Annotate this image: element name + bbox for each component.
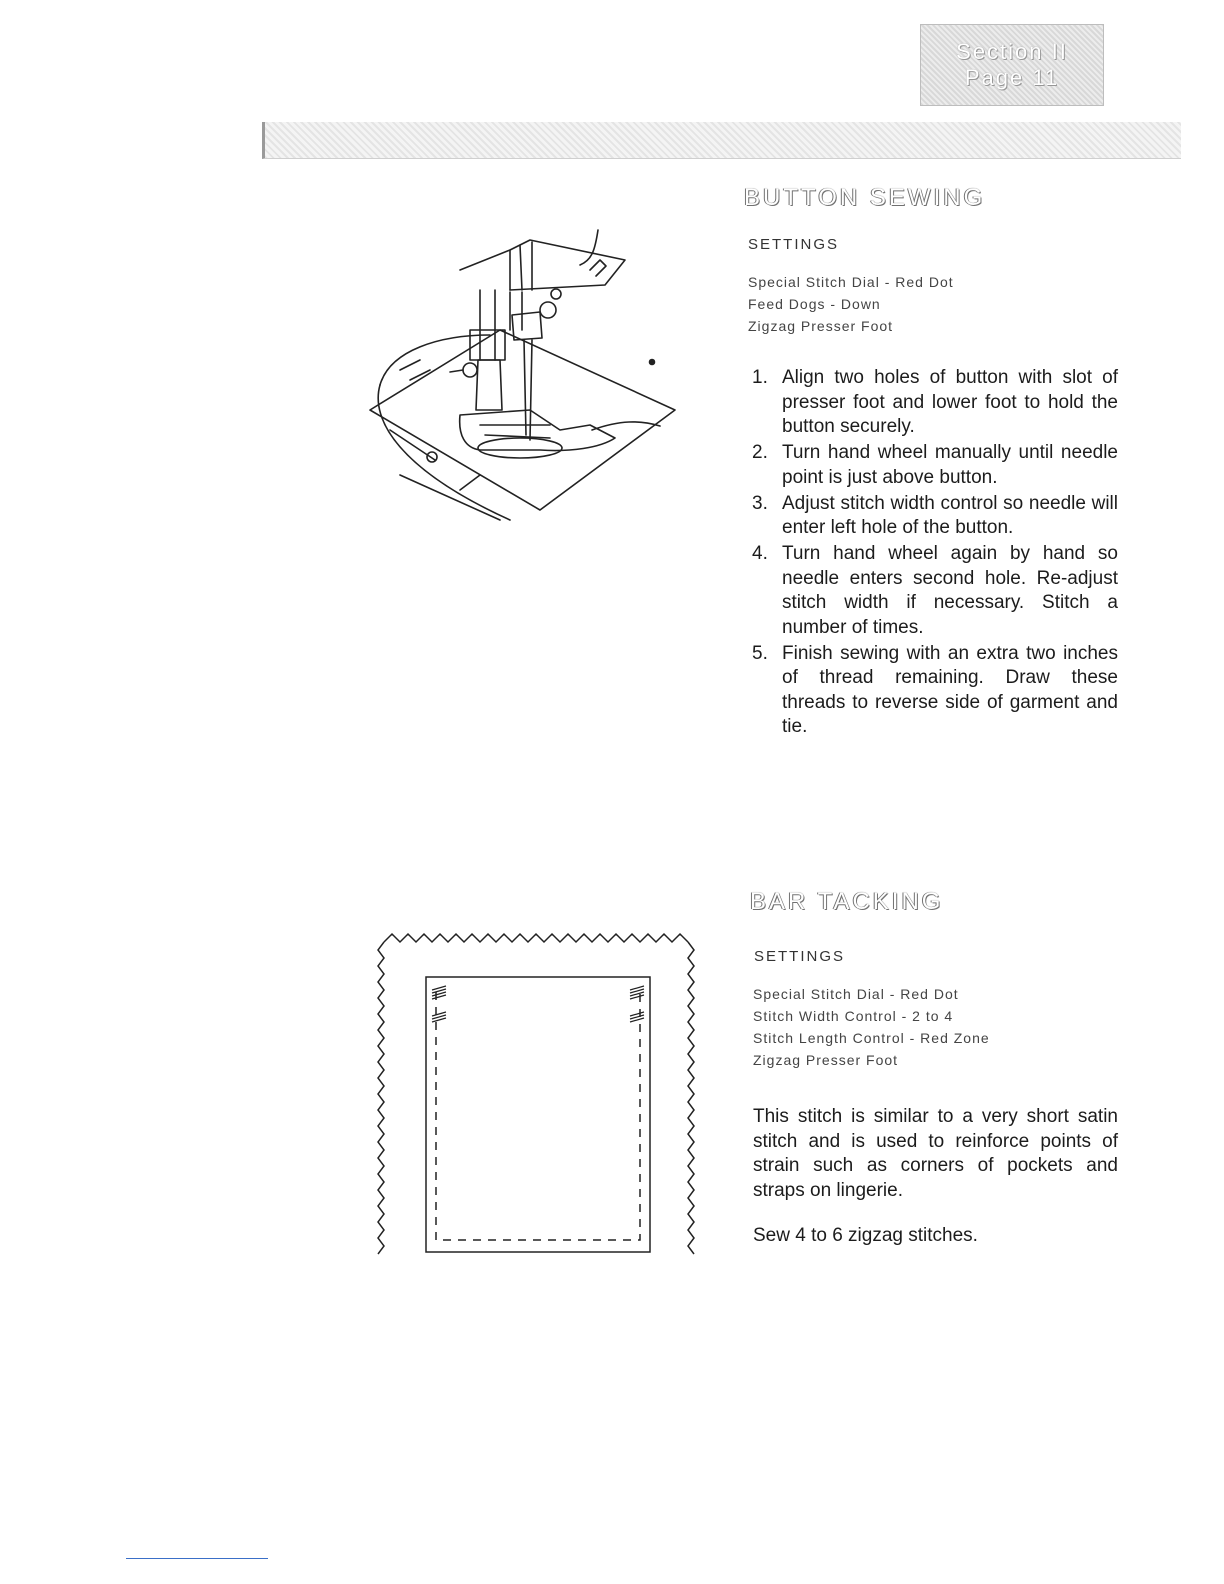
pocket-bar-tack-illustration: [374, 922, 704, 1262]
footer-rule: [126, 1558, 268, 1559]
button-sewing-steps: [752, 366, 1118, 741]
step-item: [752, 366, 1118, 440]
pinked-edge-top: [384, 934, 688, 942]
step-item: [752, 542, 1118, 640]
button-sewing-title: BUTTON SEWING: [744, 184, 986, 211]
step-item: [752, 492, 1118, 541]
settings-item: Stitch Width Control - 2 to 4: [753, 1008, 954, 1024]
step-number: 4.: [752, 543, 768, 564]
step-item: [752, 642, 1118, 740]
settings-item: Zigzag Presser Foot: [748, 318, 894, 334]
button-sewing-settings-list: [748, 271, 954, 337]
header-band: [262, 122, 1181, 159]
step-number: 1.: [752, 367, 768, 388]
step-text: Turn hand wheel again by hand so needle enters second hole. Re-adjust stitch width if necessary. Stitch a number of times.: [782, 543, 1118, 638]
settings-item: Special Stitch Dial - Red Dot: [748, 274, 954, 290]
section-label: Section II: [956, 39, 1068, 64]
step-number: 3.: [752, 492, 768, 514]
step-number: 5.: [752, 642, 768, 664]
settings-item: Stitch Length Control - Red Zone: [753, 1030, 990, 1046]
step-text: Finish sewing with an extra two inches of thread remaining. Draw these threads to reverse side of garment and tie.: [782, 642, 1118, 737]
bar-tacking-title: BAR TACKING: [750, 888, 944, 915]
pinked-edge-left: [378, 942, 384, 1254]
bar-tacking-instruction: Sew 4 to 6 zigzag stitches.: [753, 1225, 978, 1246]
bar-tack-right: [630, 986, 644, 1022]
step-item: [752, 441, 1118, 490]
pocket-outline: [426, 977, 650, 1252]
section-page-badge: [920, 24, 1104, 106]
pinked-edge-right: [688, 942, 694, 1254]
step-number: 2.: [752, 442, 768, 463]
settings-item: Special Stitch Dial - Red Dot: [753, 986, 959, 1002]
page-label: Page 11: [964, 65, 1060, 90]
settings-item: Feed Dogs - Down: [748, 296, 881, 312]
step-text: Turn hand wheel manually until needle point is just above button.: [782, 442, 1118, 488]
bar-tack-left: [432, 986, 446, 1022]
stitch-line: [436, 992, 640, 1240]
button-sewing-settings-label: SETTINGS: [748, 236, 840, 253]
bar-tacking-settings-list: [753, 983, 990, 1071]
presser-foot-button-illustration: [360, 220, 700, 540]
bar-tacking-description: This stitch is similar to a very short satin stitch and is used to reinforce points of strain such as corners of pockets and straps on lingerie.: [753, 1106, 1118, 1201]
step-text: Adjust stitch width control so needle will enter left hole of the button.: [782, 492, 1118, 538]
step-text: Align two holes of button with slot of presser foot and lower foot to hold the button securely.: [782, 367, 1118, 437]
settings-item: Zigzag Presser Foot: [753, 1052, 899, 1068]
bar-tacking-settings-label: SETTINGS: [754, 948, 846, 965]
